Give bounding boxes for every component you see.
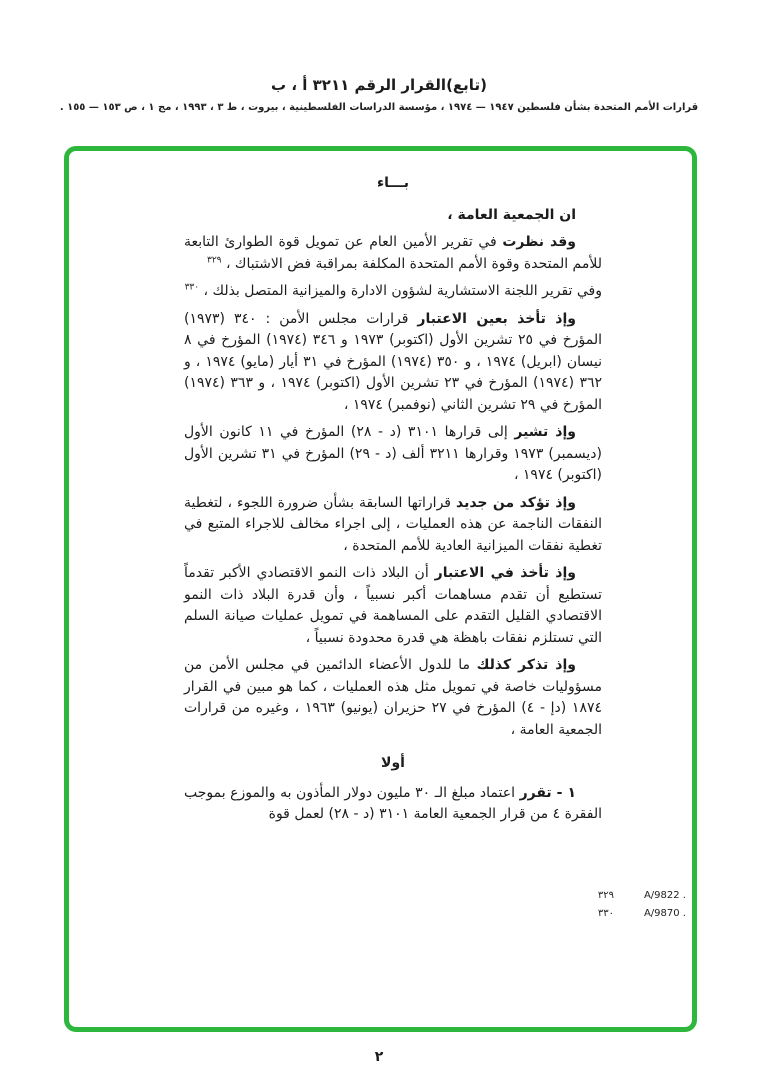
paragraph <box>184 422 602 487</box>
footnote-source: A/9822 . <box>643 890 686 901</box>
paragraph-lead: وإذ تأخذ في الاعتبار <box>434 565 576 581</box>
paragraph-text: أن البلاد ذات النمو الاقتصادي الأكبر تقدماً تستطيع أن تقدم مساهمات أكبر نسبياً ، وأن قدرة البلاد ذات النمو الاقتصادي القليل التقدم على المساهمة في تمويل عمليات صيانة السلم التي تستلزم نفقات باهظة هي قدرة محدودة نسبياً ، <box>184 565 602 646</box>
paragraph-lead: وإذ تؤكد من جديد <box>455 494 576 511</box>
paragraph-lead: ان الجمعية العامة ، <box>447 206 576 223</box>
footnote-marker: ٣٣٠ <box>184 282 200 293</box>
paragraph-text: في تقرير الأمين العام عن تمويل قوة الطوارئ التابعة للأمم المتحدة وقوة الأمم المتحدة المكلفة بمراقبة فض الاشتباك ، <box>184 234 602 272</box>
paragraph-preamble <box>184 205 602 227</box>
resolution-text <box>184 173 602 826</box>
footnote-number: ٣٣٠ <box>597 908 614 919</box>
content-frame <box>64 146 697 1032</box>
footnote-source: A/9870 . <box>643 908 686 919</box>
header-title: (تابع)القرار الرقم ٣٢١١ أ ، ب <box>271 76 487 94</box>
paragraph-lead: وقد نظرت <box>502 234 576 250</box>
paragraph <box>184 281 602 303</box>
paragraph <box>184 655 602 741</box>
footnote <box>598 890 686 901</box>
subsection-heading-awalan: أولا <box>381 755 405 771</box>
paragraph-text: إلى قرارها ٣١٠١ (د - ٢٨) المؤرخ في ١١ كانون الأول (ديسمبر) ١٩٧٣ وقرارها ٣٢١١ ألف (د - ٢٩) المؤرخ في ٣١ تشرين الأول (اكتوبر) ١٩٧٤ ، <box>184 424 602 483</box>
footnote-marker: ٣٢٩ <box>206 254 222 265</box>
paragraph-text: قراراتها السابقة بشأن ضرورة اللجوء ، لتغطية النفقات الناجمة عن هذه العمليات ، إلى اجراء مخالف للاجراء المتبع في تغطية نفقات الميزانية العادية للأمم المتحدة ، <box>184 494 602 554</box>
paragraph-operative <box>184 783 602 826</box>
paragraph-text: اعتماد مبلغ الـ ٣٠ مليون دولار المأذون به والموزع بموجب الفقرة ٤ من قرار الجمعية العامة ٣١٠١ (د - ٢٨) لعمل قوة <box>184 784 602 822</box>
footnote <box>598 908 686 919</box>
paragraph-lead: وإذ تأخذ بعين الاعتبار <box>417 310 576 327</box>
paragraph <box>184 493 602 558</box>
paragraph <box>184 309 602 417</box>
paragraph-lead: وإذ تذكر كذلك <box>476 657 576 673</box>
paragraph <box>184 563 602 649</box>
footnotes <box>598 883 686 919</box>
page-number: ٢ <box>374 1049 384 1065</box>
section-heading-ba: بـــاء <box>376 175 410 191</box>
footnote-number: ٣٢٩ <box>597 890 614 901</box>
source-citation: قرارات الأمم المتحدة بشأن فلسطين ١٩٤٧ — ١٩٧٤ ، مؤسسة الدراسات الفلسطينية ، بيروت ، ط ٣ ، ١٩٩٣ ، مج ١ ، ص ١٥٣ — ١٥٥ . <box>59 102 699 113</box>
paragraph-text: قرارات مجلس الأمن : ٣٤٠ (١٩٧٣) المؤرخ في ٢٥ تشرين الأول (اكتوبر) ١٩٧٣ و ٣٤٦ (١٩٧٤) المؤرخ في ٨ نيسان (ابريل) ١٩٧٤ ، و ٣٥٠ (١٩٧٤) المؤرخ في ٣١ أيار (مايو) ١٩٧٤ ، و ٣٦٢ (١٩٧٤) المؤرخ في ٢٣ تشرين الأول (اكتوبر) ١٩٧٤ ، و ٣٦٣ (١٩٧٤) المؤرخ في ٢٩ تشرين الثاني (نوفمبر) ١٩٧٤ ، <box>184 310 603 413</box>
paragraph-lead: ١ - تقرر <box>519 784 576 801</box>
page-header <box>0 76 758 113</box>
paragraph <box>184 232 602 275</box>
paragraph-text: وفي تقرير اللجنة الاستشارية لشؤون الادارة والميزانية المتصل بذلك ، <box>203 283 602 299</box>
paragraph-lead: وإذ تشير <box>514 424 576 440</box>
paragraph-text: ما للدول الأعضاء الدائمين في مجلس الأمن من مسؤوليات خاصة في تمويل مثل هذه العمليات ، كما هو مبين في القرار ١٨٧٤ (دإ - ٤) المؤرخ في ٢٧ حزيران (يونيو) ١٩٦٣ ، وغيره من قرارات الجمعية العامة ، <box>184 657 602 738</box>
